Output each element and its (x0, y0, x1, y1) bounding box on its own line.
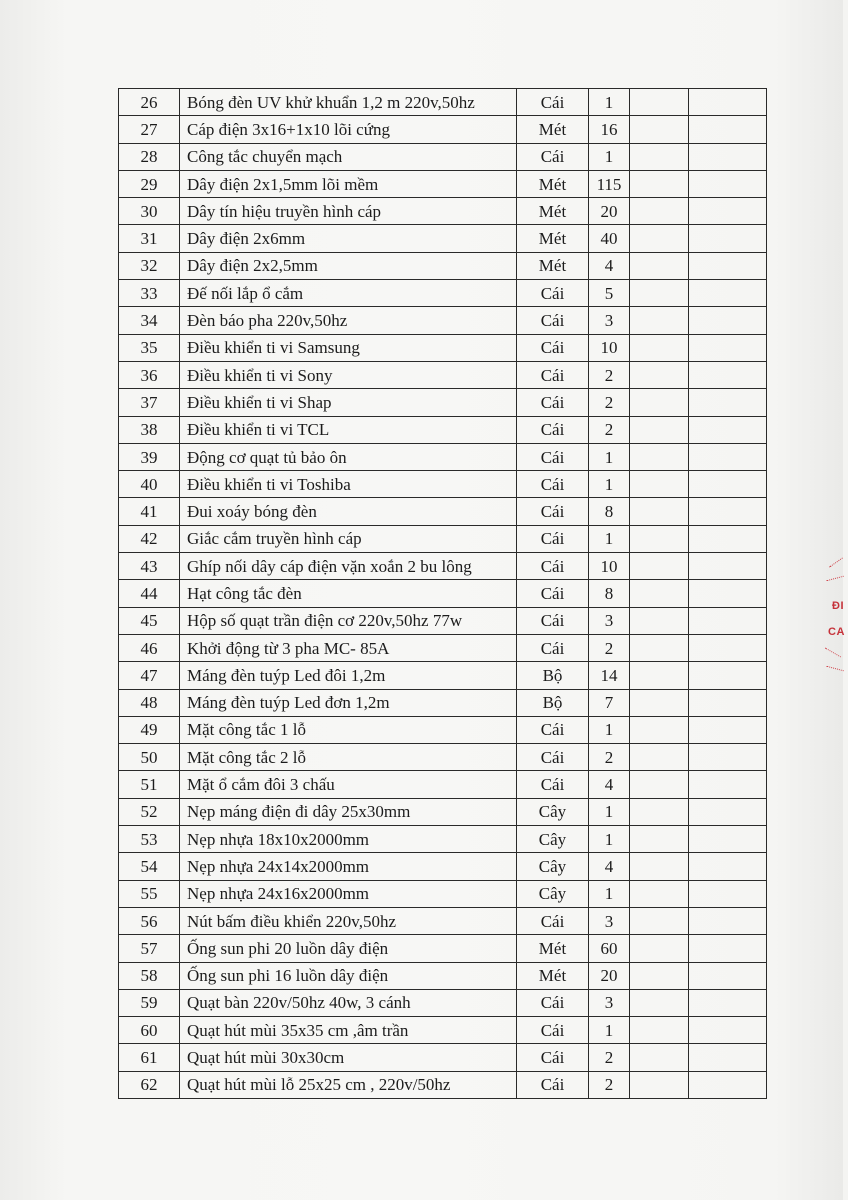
empty-cell (630, 143, 689, 170)
empty-cell (689, 471, 767, 498)
item-name: Đui xoáy bóng đèn (180, 498, 517, 525)
row-number: 47 (119, 662, 180, 689)
table-row (119, 361, 767, 388)
empty-cell (630, 962, 689, 989)
empty-cell (689, 361, 767, 388)
item-name: Dây tín hiệu truyền hình cáp (180, 198, 517, 225)
table-row (119, 989, 767, 1016)
row-number: 39 (119, 443, 180, 470)
empty-cell (630, 907, 689, 934)
item-name: Mặt ổ cắm đôi 3 chấu (180, 771, 517, 798)
item-unit: Cái (517, 553, 589, 580)
item-unit: Mét (517, 935, 589, 962)
row-number: 49 (119, 716, 180, 743)
row-number: 42 (119, 525, 180, 552)
item-name: Máng đèn tuýp Led đơn 1,2m (180, 689, 517, 716)
item-name: Dây điện 2x6mm (180, 225, 517, 252)
item-quantity: 1 (589, 880, 630, 907)
empty-cell (630, 116, 689, 143)
row-number: 45 (119, 607, 180, 634)
item-quantity: 16 (589, 116, 630, 143)
item-quantity: 10 (589, 553, 630, 580)
item-name: Ống sun phi 16 luồn dây điện (180, 962, 517, 989)
row-number: 40 (119, 471, 180, 498)
empty-cell (630, 744, 689, 771)
row-number: 37 (119, 389, 180, 416)
empty-cell (630, 525, 689, 552)
table-row (119, 853, 767, 880)
row-number: 57 (119, 935, 180, 962)
item-unit: Cái (517, 607, 589, 634)
empty-cell (630, 989, 689, 1016)
item-unit: Bộ (517, 662, 589, 689)
row-number: 62 (119, 1071, 180, 1098)
table-row (119, 798, 767, 825)
row-number: 58 (119, 962, 180, 989)
item-quantity: 2 (589, 634, 630, 661)
item-quantity: 8 (589, 580, 630, 607)
empty-cell (689, 498, 767, 525)
item-name: Công tắc chuyển mạch (180, 143, 517, 170)
item-name: Quạt bàn 220v/50hz 40w, 3 cánh (180, 989, 517, 1016)
item-name: Giắc cắm truyền hình cáp (180, 525, 517, 552)
empty-cell (689, 744, 767, 771)
empty-cell (630, 634, 689, 661)
table-row (119, 498, 767, 525)
item-unit: Mét (517, 116, 589, 143)
row-number: 35 (119, 334, 180, 361)
item-quantity: 1 (589, 443, 630, 470)
item-quantity: 5 (589, 280, 630, 307)
item-name: Ống sun phi 20 luồn dây điện (180, 935, 517, 962)
item-unit: Cái (517, 89, 589, 116)
row-number: 59 (119, 989, 180, 1016)
item-unit: Mét (517, 225, 589, 252)
empty-cell (630, 252, 689, 279)
empty-cell (689, 443, 767, 470)
item-unit: Mét (517, 170, 589, 197)
table-row (119, 1044, 767, 1071)
row-number: 30 (119, 198, 180, 225)
item-unit: Cái (517, 280, 589, 307)
item-quantity: 3 (589, 307, 630, 334)
empty-cell (689, 525, 767, 552)
item-unit: Cái (517, 389, 589, 416)
item-name: Hộp số quạt trần điện cơ 220v,50hz 77w (180, 607, 517, 634)
item-name: Đèn báo pha 220v,50hz (180, 307, 517, 334)
empty-cell (630, 580, 689, 607)
table-row (119, 525, 767, 552)
red-stamp-fragment (818, 552, 848, 692)
table-row (119, 716, 767, 743)
item-unit: Cái (517, 525, 589, 552)
item-quantity: 1 (589, 143, 630, 170)
empty-cell (689, 553, 767, 580)
empty-cell (689, 662, 767, 689)
row-number: 38 (119, 416, 180, 443)
empty-cell (630, 334, 689, 361)
item-quantity: 1 (589, 798, 630, 825)
item-name: Điều khiển ti vi TCL (180, 416, 517, 443)
item-unit: Cái (517, 416, 589, 443)
empty-cell (630, 553, 689, 580)
item-name: Nẹp nhựa 24x14x2000mm (180, 853, 517, 880)
item-quantity: 1 (589, 525, 630, 552)
item-quantity: 1 (589, 716, 630, 743)
row-number: 61 (119, 1044, 180, 1071)
table-row (119, 143, 767, 170)
empty-cell (630, 307, 689, 334)
item-unit: Mét (517, 962, 589, 989)
empty-cell (689, 880, 767, 907)
item-quantity: 115 (589, 170, 630, 197)
item-quantity: 1 (589, 1017, 630, 1044)
item-quantity: 1 (589, 89, 630, 116)
item-quantity: 2 (589, 1044, 630, 1071)
empty-cell (689, 716, 767, 743)
empty-cell (689, 989, 767, 1016)
row-number: 34 (119, 307, 180, 334)
item-unit: Cái (517, 307, 589, 334)
row-number: 33 (119, 280, 180, 307)
item-quantity: 14 (589, 662, 630, 689)
item-name: Mặt công tắc 1 lỗ (180, 716, 517, 743)
table-row (119, 771, 767, 798)
item-unit: Cây (517, 798, 589, 825)
item-unit: Cái (517, 716, 589, 743)
item-quantity: 7 (589, 689, 630, 716)
empty-cell (630, 607, 689, 634)
empty-cell (630, 443, 689, 470)
row-number: 28 (119, 143, 180, 170)
item-name: Nút bấm điều khiển 220v,50hz (180, 907, 517, 934)
row-number: 32 (119, 252, 180, 279)
table-row (119, 198, 767, 225)
item-quantity: 2 (589, 744, 630, 771)
item-quantity: 4 (589, 771, 630, 798)
empty-cell (630, 198, 689, 225)
item-quantity: 2 (589, 361, 630, 388)
item-quantity: 10 (589, 334, 630, 361)
item-name: Mặt công tắc 2 lỗ (180, 744, 517, 771)
empty-cell (630, 880, 689, 907)
row-number: 44 (119, 580, 180, 607)
empty-cell (630, 771, 689, 798)
item-name: Điều khiển ti vi Shap (180, 389, 517, 416)
row-number: 51 (119, 771, 180, 798)
empty-cell (630, 798, 689, 825)
empty-cell (630, 416, 689, 443)
row-number: 41 (119, 498, 180, 525)
item-unit: Cái (517, 443, 589, 470)
empty-cell (630, 716, 689, 743)
empty-cell (689, 634, 767, 661)
item-quantity: 60 (589, 935, 630, 962)
item-name: Điều khiển ti vi Samsung (180, 334, 517, 361)
empty-cell (630, 280, 689, 307)
item-quantity: 1 (589, 826, 630, 853)
row-number: 55 (119, 880, 180, 907)
empty-cell (630, 826, 689, 853)
item-unit: Cái (517, 989, 589, 1016)
empty-cell (630, 170, 689, 197)
empty-cell (689, 280, 767, 307)
table-row (119, 334, 767, 361)
item-name: Điều khiển ti vi Sony (180, 361, 517, 388)
table-row (119, 389, 767, 416)
table-row (119, 252, 767, 279)
item-name: Khởi động từ 3 pha MC- 85A (180, 634, 517, 661)
empty-cell (689, 89, 767, 116)
item-name: Nẹp nhựa 18x10x2000mm (180, 826, 517, 853)
empty-cell (689, 334, 767, 361)
item-quantity: 20 (589, 198, 630, 225)
row-number: 27 (119, 116, 180, 143)
empty-cell (689, 935, 767, 962)
table-row (119, 225, 767, 252)
item-unit: Cái (517, 907, 589, 934)
empty-cell (630, 689, 689, 716)
item-unit: Cái (517, 580, 589, 607)
item-unit: Cái (517, 334, 589, 361)
row-number: 31 (119, 225, 180, 252)
row-number: 52 (119, 798, 180, 825)
empty-cell (689, 143, 767, 170)
empty-cell (689, 1071, 767, 1098)
empty-cell (630, 1017, 689, 1044)
item-name: Nẹp nhựa 24x16x2000mm (180, 880, 517, 907)
empty-cell (689, 252, 767, 279)
empty-cell (689, 607, 767, 634)
empty-cell (689, 389, 767, 416)
item-name: Quạt hút mùi 35x35 cm ,âm trần (180, 1017, 517, 1044)
table-row (119, 89, 767, 116)
empty-cell (630, 935, 689, 962)
item-quantity: 2 (589, 416, 630, 443)
empty-cell (630, 89, 689, 116)
row-number: 36 (119, 361, 180, 388)
item-unit: Cái (517, 143, 589, 170)
table-row (119, 170, 767, 197)
table-row (119, 907, 767, 934)
stamp-text-1: ĐI (832, 600, 844, 612)
item-name: Hạt công tắc đèn (180, 580, 517, 607)
empty-cell (630, 853, 689, 880)
item-quantity: 3 (589, 907, 630, 934)
empty-cell (689, 1044, 767, 1071)
row-number: 60 (119, 1017, 180, 1044)
row-number: 29 (119, 170, 180, 197)
item-name: Điều khiển ti vi Toshiba (180, 471, 517, 498)
table-row (119, 826, 767, 853)
empty-cell (630, 1071, 689, 1098)
item-name: Dây điện 2x1,5mm lõi mềm (180, 170, 517, 197)
row-number: 53 (119, 826, 180, 853)
empty-cell (689, 798, 767, 825)
table-row (119, 553, 767, 580)
table-row (119, 744, 767, 771)
item-quantity: 4 (589, 252, 630, 279)
empty-cell (689, 962, 767, 989)
empty-cell (689, 689, 767, 716)
empty-cell (689, 225, 767, 252)
item-quantity: 2 (589, 1071, 630, 1098)
inventory-table-body (119, 89, 767, 1099)
empty-cell (630, 361, 689, 388)
item-name: Quạt hút mùi lỗ 25x25 cm , 220v/50hz (180, 1071, 517, 1098)
empty-cell (630, 1044, 689, 1071)
item-unit: Mét (517, 198, 589, 225)
item-name: Cáp điện 3x16+1x10 lõi cứng (180, 116, 517, 143)
table-row (119, 416, 767, 443)
item-quantity: 20 (589, 962, 630, 989)
item-unit: Cái (517, 498, 589, 525)
table-row (119, 443, 767, 470)
item-name: Quạt hút mùi 30x30cm (180, 1044, 517, 1071)
table-row (119, 116, 767, 143)
item-quantity: 8 (589, 498, 630, 525)
item-quantity: 1 (589, 471, 630, 498)
item-quantity: 3 (589, 989, 630, 1016)
row-number: 54 (119, 853, 180, 880)
item-name: Đế nối lắp ổ cắm (180, 280, 517, 307)
table-row (119, 662, 767, 689)
item-name: Nẹp máng điện đi dây 25x30mm (180, 798, 517, 825)
empty-cell (630, 225, 689, 252)
empty-cell (689, 826, 767, 853)
item-unit: Bộ (517, 689, 589, 716)
item-unit: Cây (517, 853, 589, 880)
empty-cell (689, 580, 767, 607)
item-unit: Cái (517, 1044, 589, 1071)
table-row (119, 1017, 767, 1044)
empty-cell (689, 771, 767, 798)
empty-cell (689, 307, 767, 334)
item-unit: Mét (517, 252, 589, 279)
item-quantity: 2 (589, 389, 630, 416)
item-unit: Cái (517, 634, 589, 661)
empty-cell (689, 1017, 767, 1044)
item-unit: Cái (517, 471, 589, 498)
item-quantity: 4 (589, 853, 630, 880)
item-name: Máng đèn tuýp Led đôi 1,2m (180, 662, 517, 689)
item-name: Dây điện 2x2,5mm (180, 252, 517, 279)
empty-cell (689, 198, 767, 225)
table-row (119, 307, 767, 334)
item-quantity: 3 (589, 607, 630, 634)
table-row (119, 689, 767, 716)
table-row (119, 962, 767, 989)
item-unit: Cái (517, 771, 589, 798)
table-row (119, 634, 767, 661)
item-quantity: 40 (589, 225, 630, 252)
row-number: 50 (119, 744, 180, 771)
empty-cell (630, 662, 689, 689)
table-row (119, 1071, 767, 1098)
item-unit: Cái (517, 1071, 589, 1098)
empty-cell (630, 389, 689, 416)
row-number: 46 (119, 634, 180, 661)
item-unit: Cái (517, 361, 589, 388)
row-number: 26 (119, 89, 180, 116)
table-row (119, 880, 767, 907)
item-unit: Cái (517, 1017, 589, 1044)
row-number: 56 (119, 907, 180, 934)
empty-cell (689, 416, 767, 443)
item-unit: Cây (517, 826, 589, 853)
empty-cell (630, 498, 689, 525)
item-name: Bóng đèn UV khử khuẩn 1,2 m 220v,50hz (180, 89, 517, 116)
empty-cell (689, 116, 767, 143)
table-row (119, 280, 767, 307)
empty-cell (630, 471, 689, 498)
table-row (119, 471, 767, 498)
table-row (119, 580, 767, 607)
empty-cell (689, 907, 767, 934)
item-unit: Cái (517, 744, 589, 771)
row-number: 43 (119, 553, 180, 580)
item-name: Động cơ quạt tủ bảo ôn (180, 443, 517, 470)
item-name: Ghíp nối dây cáp điện vặn xoắn 2 bu lông (180, 553, 517, 580)
empty-cell (689, 170, 767, 197)
inventory-table (118, 88, 767, 1099)
row-number: 48 (119, 689, 180, 716)
table-row (119, 607, 767, 634)
empty-cell (689, 853, 767, 880)
item-unit: Cây (517, 880, 589, 907)
table-row (119, 935, 767, 962)
stamp-text-2: CA (828, 626, 845, 638)
